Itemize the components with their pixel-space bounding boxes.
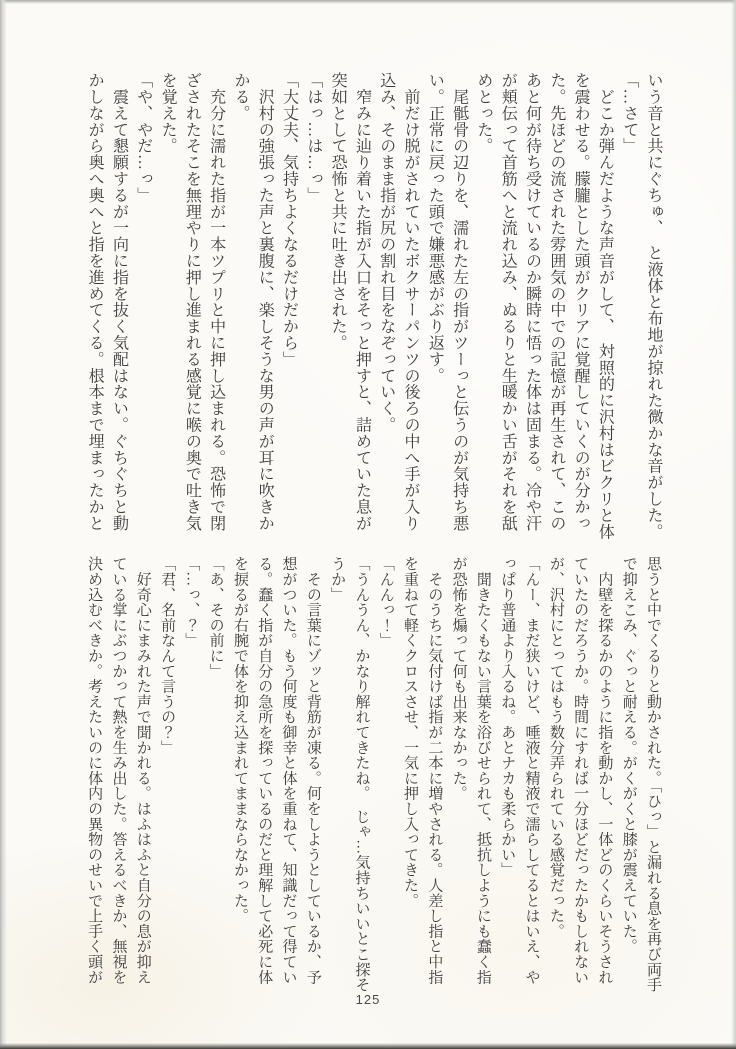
page-edge-right bbox=[731, 0, 736, 1049]
text-column: 込み、そのまま指が尻の割れ目をなぞっていく。 bbox=[377, 72, 395, 433]
page-edge-bottom bbox=[0, 1043, 736, 1049]
text-column: 「んんっ！」 bbox=[377, 556, 394, 648]
text-column: ざされたそこを無理やりに押し進まれる感覚に喉の奥で吐き気 bbox=[183, 72, 201, 532]
text-column: た。先ほどの流された雰囲気の中での記憶が再生されて、この bbox=[547, 72, 565, 532]
text-column: 「大丈夫、気持ちよくなるだけだから」 bbox=[280, 72, 298, 368]
text-column: かしながら奥へ奥へと指を進めてくる。根本まで埋まったかと bbox=[86, 72, 104, 532]
text-column: が頬伝って首筋へと流れ込み、ぬるりと生暖かい舌がそれを舐 bbox=[499, 72, 517, 532]
text-column: 震えて懇願するが一向に指を抜く気配はない。ぐちぐちと動 bbox=[110, 72, 128, 532]
text-column: かる。 bbox=[231, 72, 249, 122]
text-column: を震わせる。朦朧とした頭がクリアに覚醒していくのが分かっ bbox=[572, 72, 590, 532]
top-text-block bbox=[82, 72, 665, 552]
text-column: 「…さて」 bbox=[620, 72, 638, 154]
text-column: 窄みに辿り着いた指が入口をそっと押すと、詰めていた息が bbox=[353, 72, 371, 532]
text-column: 「うんうん、かなり解れてきたね。 じゃ…気持ちいいとこ探そ bbox=[353, 556, 370, 993]
text-column: 充分に濡れた指が一本ツプリと中に押し込まれる。恐怖で閉 bbox=[207, 72, 225, 532]
text-column: を覚えた。 bbox=[159, 72, 177, 154]
page-number: 125 bbox=[355, 992, 381, 1007]
text-column: うか」 bbox=[329, 556, 346, 602]
text-column: 「はっ…は…っ」 bbox=[304, 72, 322, 204]
page-edge-left bbox=[0, 0, 7, 1049]
text-column: その言葉にゾッと背筋が凍る。何をしようとしているか、予 bbox=[304, 556, 321, 985]
text-column: 「君、名前なんて言うの？」 bbox=[159, 556, 176, 755]
text-column: で抑えこみ、ぐっと耐える。がくがくと膝が震えていた。 bbox=[620, 556, 637, 954]
text-column: っぱり普通より入るね。あとナカも柔らかい」 bbox=[499, 556, 516, 878]
text-column: 内壁を探るかのように指を動かし、一体どのくらいそうされ bbox=[596, 556, 613, 985]
page-edge-top bbox=[0, 0, 736, 4]
text-column: ていたのだろうか。時間にすれば一分ほどだったかもしれない bbox=[572, 556, 589, 985]
text-column: い。正常に戻った頭で嫌悪感がぶり返す。 bbox=[426, 72, 444, 384]
text-column: あと何が待ち受けているのか瞬時に悟った体は固まる。冷や汗 bbox=[523, 72, 541, 532]
text-column: が恐怖を煽って何も出来なかった。 bbox=[450, 556, 467, 801]
text-column: ている掌にぶつかって熱を生み出した。答えるべきか、無視を bbox=[110, 556, 127, 985]
text-column: 好奇心にまみれた声で聞かれる。はふはふと自分の息が抑え bbox=[134, 556, 151, 985]
text-column: 沢村の強張った声と裏腹に、楽しそうな男の声が耳に吹きか bbox=[256, 72, 274, 532]
text-column: 聞きたくもない言葉を浴びせられて、抵抗しようにも蠢く指 bbox=[474, 556, 491, 985]
text-column: 決め込むべきか。考えたいのに体内の異物のせいで上手く頭が bbox=[86, 556, 103, 985]
bottom-text-block bbox=[82, 556, 665, 1000]
text-column: どこか弾んだような声音がして、 対照的に沢村はビクリと体 bbox=[596, 72, 614, 540]
text-column: 想がついた。もう何度も御幸と体を重ねて、知識だって得てい bbox=[280, 556, 297, 985]
text-column: る。蠢く指が自分の急所を探っているのだと理解して必死に体 bbox=[256, 556, 273, 985]
text-column: が、沢村にとってはもう数分弄られている感覚だった。 bbox=[547, 556, 564, 939]
text-column: 「んー、まだ狭いけど、唾液と精液で濡らしてるとはいえ、や bbox=[523, 556, 540, 985]
text-column: めとった。 bbox=[474, 72, 492, 154]
text-column: そのうちに気付けば指が二本に増やされる。人差し指と中指 bbox=[426, 556, 443, 985]
text-column: 突如として恐怖と共に吐き出された。 bbox=[329, 72, 347, 351]
text-column: 「あ、その前に」 bbox=[207, 556, 224, 679]
text-column: いう音と共にぐちゅ、 と液体と布地が掠れた微かな音がした。 bbox=[645, 72, 662, 540]
text-column: 「…っ、？」 bbox=[183, 556, 200, 648]
text-column: 思うと中でくるりと動かされた。「ひっ」と漏れる息を再び両手 bbox=[645, 556, 661, 993]
text-column: 尾骶骨の辺りを、濡れた左の指がツーっと伝うのが気持ち悪 bbox=[450, 72, 468, 532]
text-column: を重ねて軽くクロスさせ、一気に押し入ってきた。 bbox=[402, 556, 419, 908]
text-column: 前だけ脱がされていたボクサーパンツの後ろの中へ手が入り bbox=[402, 72, 420, 532]
text-column: 「や、やだ…っ」 bbox=[134, 72, 152, 204]
text-column: を捩るが右腕で体を抑え込まれてままならなかった。 bbox=[231, 556, 248, 924]
